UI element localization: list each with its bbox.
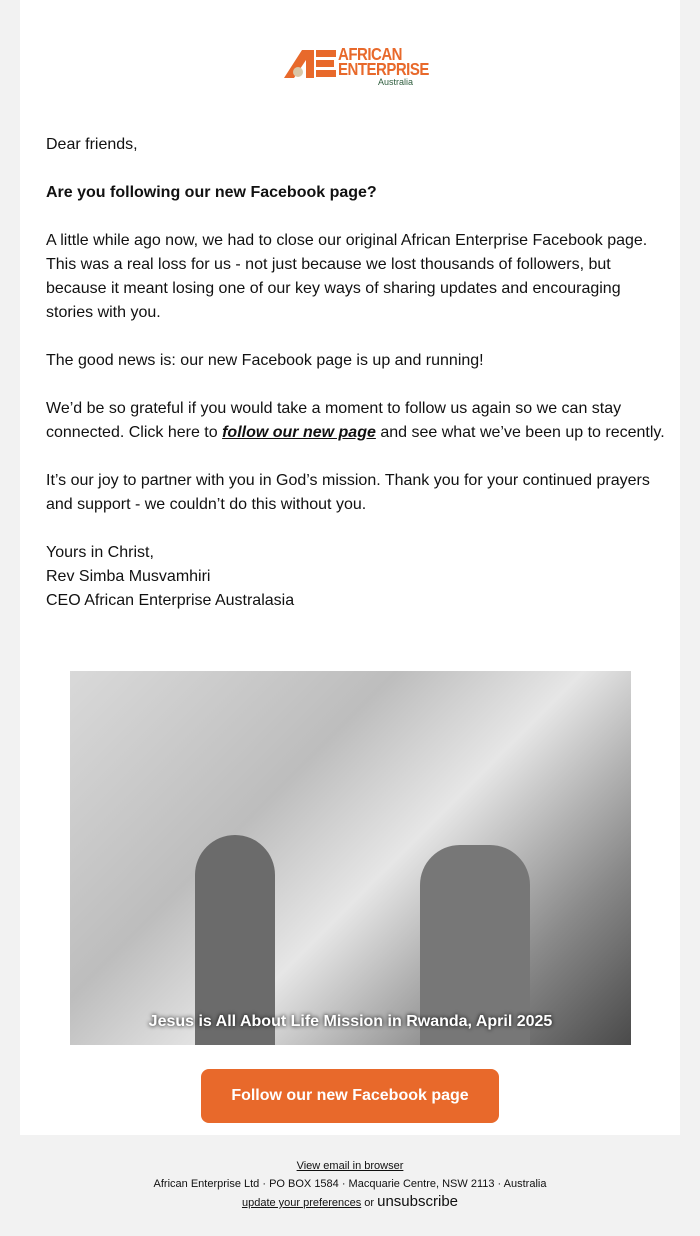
logo-subtext: Australia <box>378 77 414 87</box>
logo-text: AFRICAN <box>338 44 402 65</box>
signer-title: CEO African Enterprise Australasia <box>46 592 295 609</box>
text: or <box>361 1197 378 1209</box>
follow-page-link[interactable]: follow our new page <box>222 424 376 441</box>
mission-photo <box>70 671 631 1045</box>
greeting: Dear friends, <box>46 136 138 153</box>
address: African Enterprise Ltd · PO BOX 1584 · Macquarie Centre, NSW 2113 · Australia <box>153 1178 547 1190</box>
email-body <box>46 133 666 613</box>
signoff: Yours in Christ, <box>46 544 154 561</box>
paragraph: The good news is: our new Facebook page is up and running! <box>46 352 484 369</box>
african-enterprise-logo <box>284 44 429 90</box>
unsubscribe-link[interactable]: unsubscribe <box>377 1193 459 1210</box>
text: We’d be so grateful if you would take a moment to follow us again so we can stay connected. Click here to <box>46 400 622 441</box>
signer-name: Rev Simba Musvamhiri <box>46 568 211 585</box>
heading: Are you following our new Facebook page? <box>46 184 377 201</box>
footer <box>0 1157 700 1212</box>
text: and see what we’ve been up to recently. <box>375 424 665 441</box>
view-in-browser-link[interactable]: View email in browser <box>296 1160 404 1172</box>
follow-facebook-button[interactable]: Follow our new Facebook page <box>201 1069 499 1123</box>
logo-mark-icon <box>284 48 336 78</box>
email-card <box>20 0 680 1135</box>
photo-caption: Jesus is All About Life Mission in Rwanda, April 2025 <box>148 1013 553 1030</box>
paragraph <box>46 397 666 445</box>
update-preferences-link[interactable]: update your preferences <box>241 1197 362 1209</box>
logo-text: ENTERPRISE <box>338 59 429 80</box>
paragraph: A little while ago now, we had to close our original African Enterprise Facebook page. This was a real loss for us - not just because we lost thousands of followers, but because it meant losing one of our key ways of sharing updates and encouraging stories with you. <box>46 232 648 321</box>
paragraph: It’s our joy to partner with you in God’s mission. Thank you for your continued prayers and support - we couldn’t do this without you. <box>46 472 650 513</box>
